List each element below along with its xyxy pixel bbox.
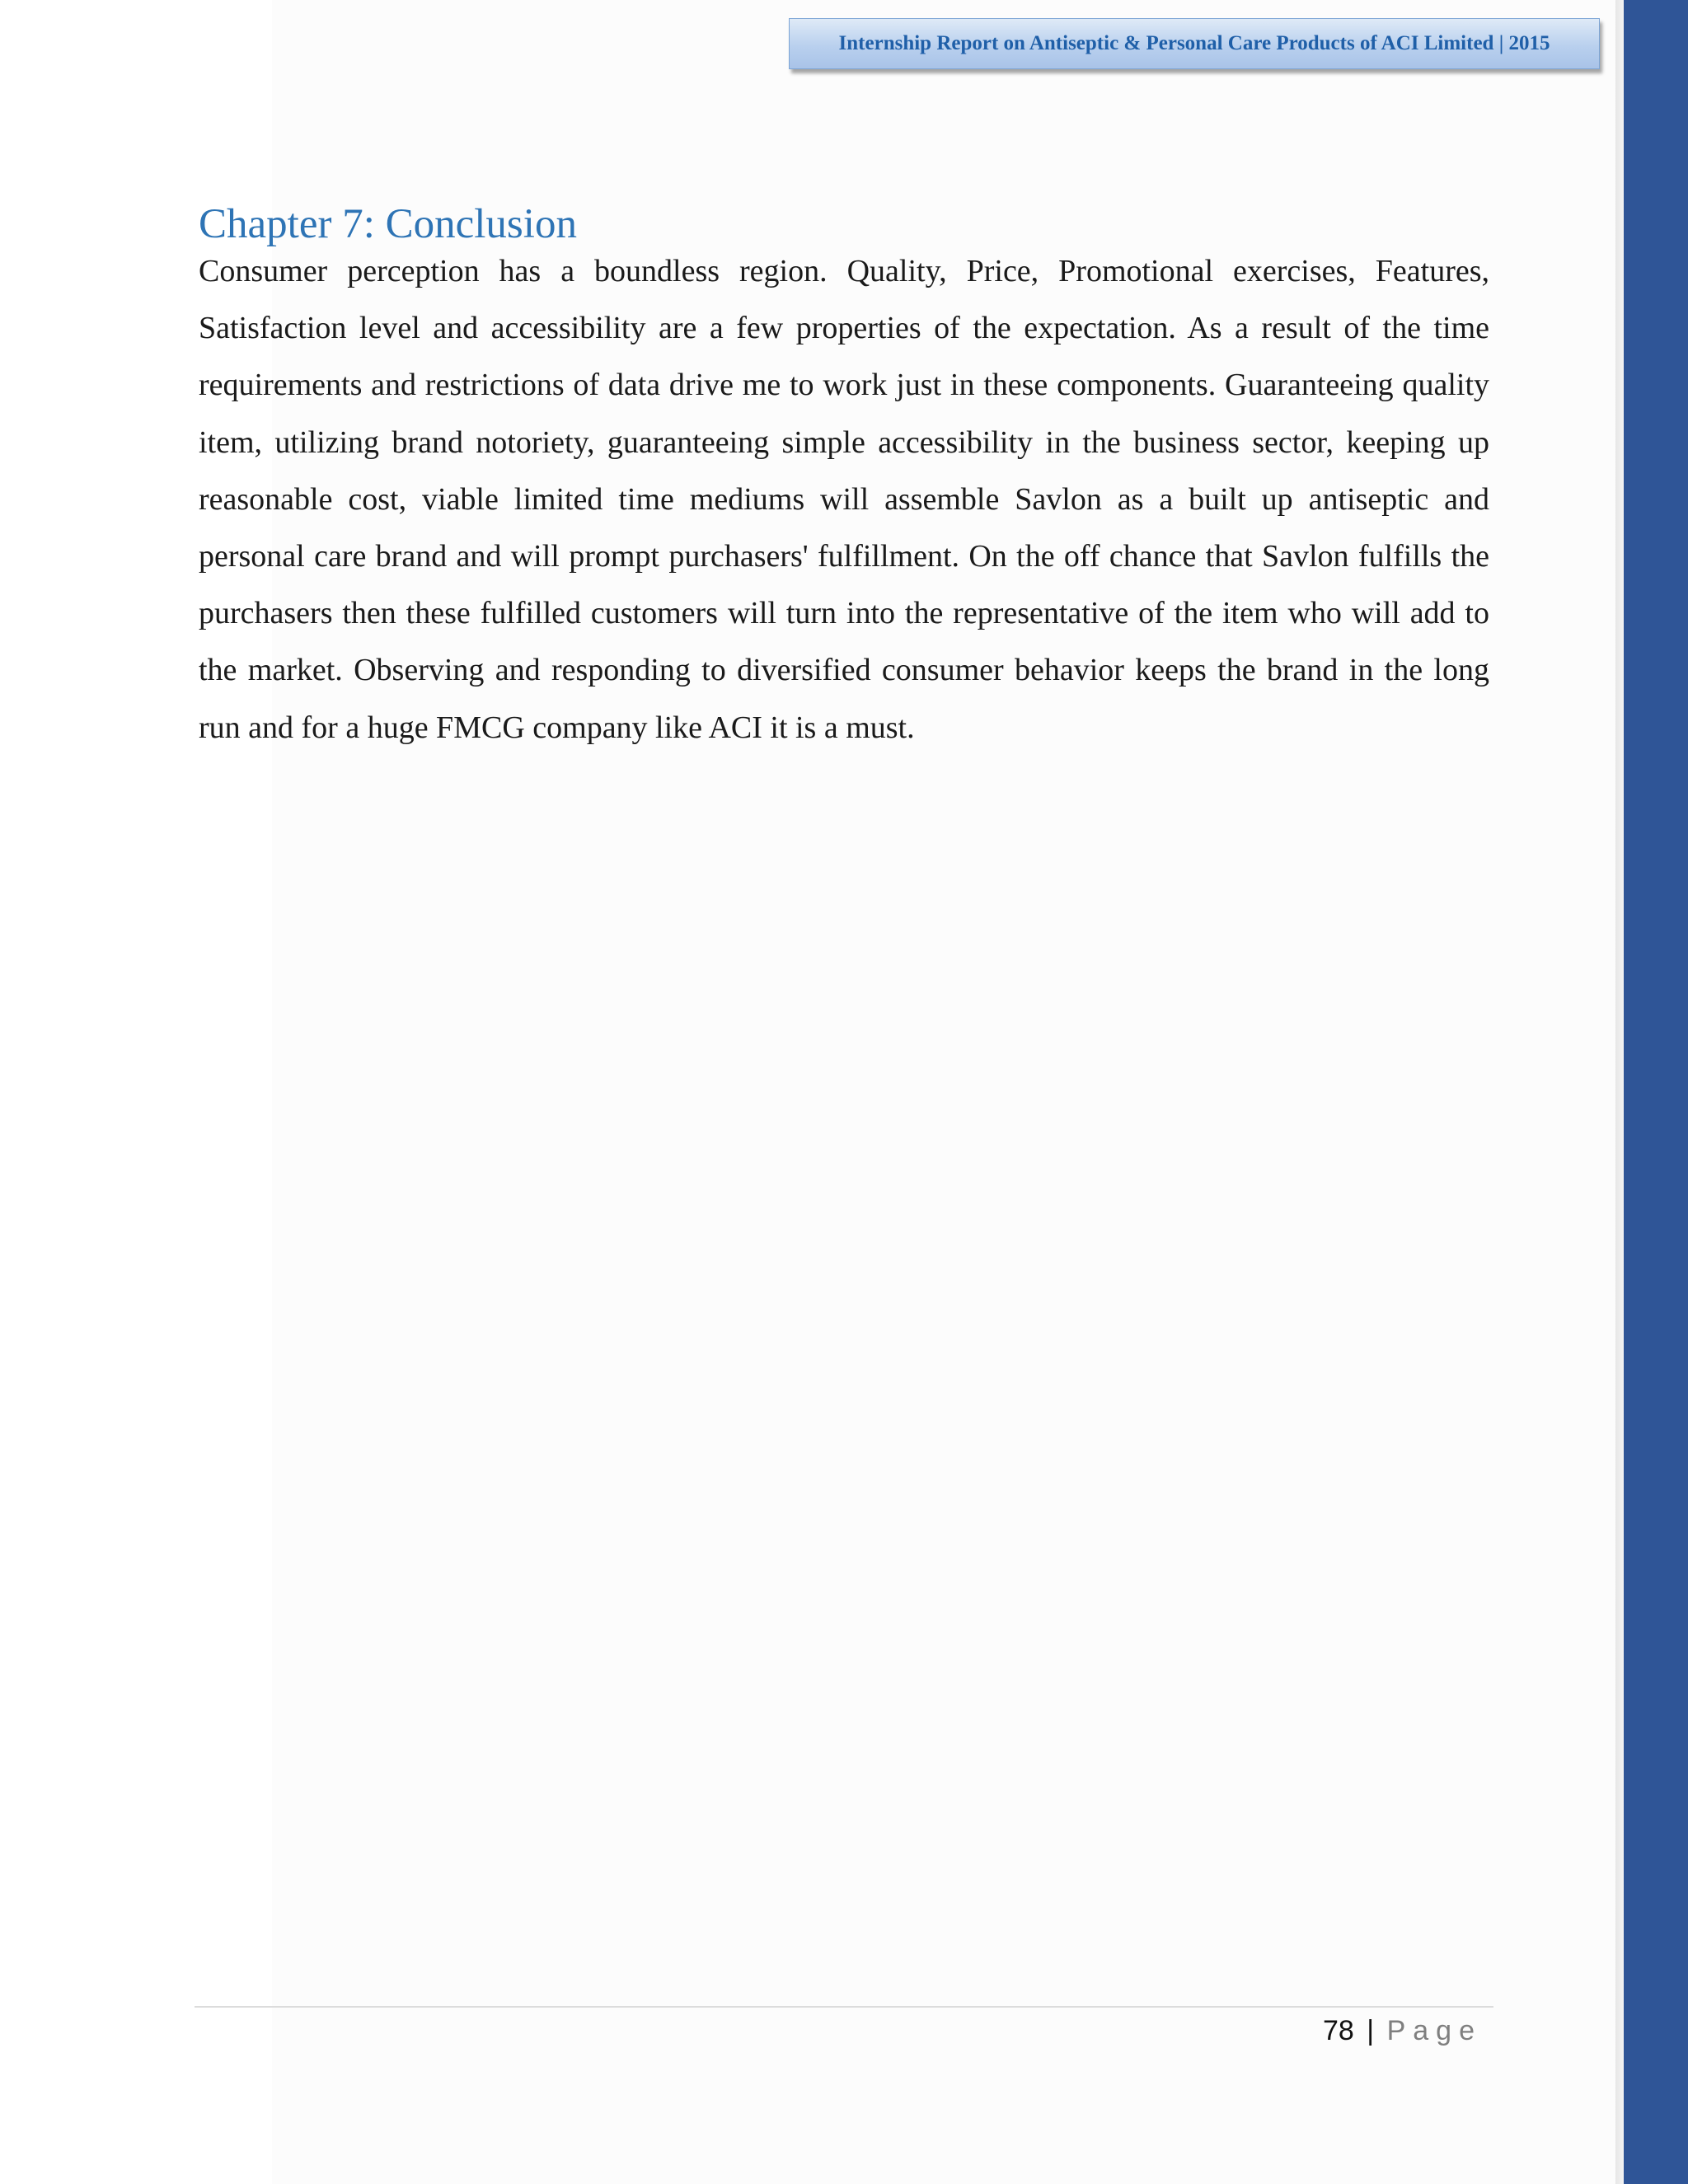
page-edge-shadow (1615, 0, 1624, 2184)
footer-divider (195, 2006, 1493, 2008)
side-color-bar (1624, 0, 1688, 2184)
chapter-title: Chapter 7: Conclusion (199, 201, 577, 247)
running-header (789, 18, 1600, 69)
page-number: 78 (1323, 2015, 1354, 2046)
page-footer (1323, 2011, 1482, 2050)
page-separator: | (1367, 2015, 1375, 2046)
page-label: Page (1386, 2015, 1482, 2046)
conclusion-paragraph: Consumer perception has a boundless region. Quality, Price, Promotional exercises, Features, Satisfaction level and accessibility are a few properties of the expectation. As a result of the time requirements and restrictions of data drive me to work just in these components. Guaranteeing quality item, utilizing brand notoriety, guaranteeing simple accessibility in the business sector, keeping up reasonable cost, viable limited time mediums will assemble Savlon as a built up antiseptic and personal care brand and will prompt purchasers' fulfillment. On the off chance that Savlon fulfills the purchasers then these fulfilled customers will turn into the representative of the item who will add to the market. Observing and responding to diversified consumer behavior keeps the brand in the long run and for a huge FMCG company like ACI it is a must. (199, 254, 1489, 745)
running-header-title: Internship Report on Antiseptic & Personal Care Products of ACI Limited | 2015 (838, 32, 1550, 54)
